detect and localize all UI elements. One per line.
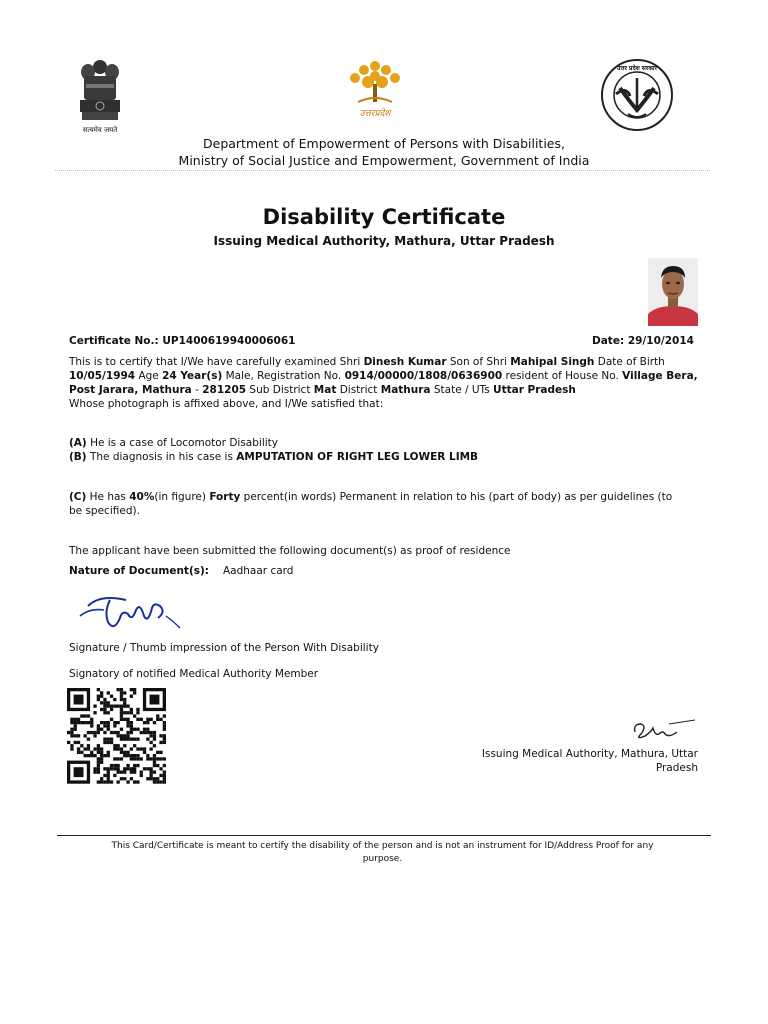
logo-caption: उत्तरप्रदेश [359, 109, 391, 119]
disability-percent: 40% [129, 491, 155, 503]
clause-c-cont: be specified). [69, 505, 140, 517]
documents-intro: The applicant have been submitted the following document(s) as proof of residence [69, 545, 511, 557]
signatory-label: Signatory of notified Medical Authority Member [69, 668, 319, 680]
clause-a-text: He is a case of Locomotor Disability [86, 437, 278, 449]
applicant-photo [648, 258, 698, 326]
authority-signature [625, 714, 697, 744]
clause-b-text: The diagnosis in his case is [86, 451, 237, 463]
district: Mathura [380, 384, 431, 396]
clause-c-label: (C) [69, 491, 87, 503]
clause-a-label: (A) [69, 437, 87, 449]
applicant-name: Dinesh Kumar [363, 356, 447, 368]
body-line-3 [69, 384, 709, 398]
documents-row [69, 565, 293, 579]
header-divider [55, 170, 710, 171]
body-text: Male, Registration No. [222, 370, 345, 382]
footer-divider [57, 835, 711, 836]
certificate-number [69, 335, 295, 349]
certificate-title: Disability Certificate [262, 205, 506, 229]
body-text: This is to certify that I/We have carefully examined Shri [69, 356, 364, 368]
disability-percent-words: Forty [209, 491, 241, 503]
certificate-date-label: Date: [592, 335, 625, 347]
father-name: Mahipal Singh [510, 356, 595, 368]
house-address-cont: Post Jarara, Mathura [69, 384, 192, 396]
body-text: Age [135, 370, 163, 382]
department-line-2: Ministry of Social Justice and Empowerment, Government of India [178, 153, 590, 168]
applicant-signature [70, 588, 190, 636]
body-line-4: Whose photograph is affixed above, and I/We satisfied that: [69, 398, 384, 410]
certificate-date-value: 29/10/2014 [627, 335, 694, 347]
documents-value: Aadhaar card [223, 565, 294, 577]
up-government-seal [600, 58, 674, 132]
certificate-date [592, 335, 694, 349]
clause-c-text: percent(in words) Permanent in relation to his (part of body) as per guidelines (to [240, 491, 673, 503]
body-line-1 [69, 356, 709, 370]
body-line-2 [69, 370, 709, 384]
seal-text: उत्तर प्रदेश सरकार [617, 65, 657, 72]
clause-c-text: He has [86, 491, 130, 503]
qr-code [67, 688, 167, 788]
certificate-subtitle: Issuing Medical Authority, Mathura, Uttar Pradesh [213, 234, 555, 248]
footer-line-2: purpose. [362, 853, 403, 864]
body-text: resident of House No. [502, 370, 623, 382]
documents-label: Nature of Document(s): [69, 565, 209, 577]
clause-b [69, 451, 478, 465]
body-text: District [336, 384, 381, 396]
body-text: - [191, 384, 203, 396]
house-address: Village Bera, [622, 370, 698, 382]
certificate-number-value: UP1400619940006061 [162, 335, 296, 347]
national-emblem [76, 58, 124, 136]
clause-a [69, 437, 278, 451]
clause-c [69, 491, 709, 505]
uttar-pradesh-logo [344, 58, 406, 118]
sub-district: Mat [313, 384, 337, 396]
state: Uttar Pradesh [493, 384, 576, 396]
body-text: State / UTs [430, 384, 494, 396]
footer-note [80, 840, 685, 865]
body-text: Son of Shri [446, 356, 511, 368]
authority-label: Issuing Medical Authority, Mathura, Uttar Pradesh [481, 748, 698, 774]
body-text: Sub District [246, 384, 314, 396]
certificate-number-label: Certificate No.: [69, 335, 159, 347]
age-value: 24 Year(s) [162, 370, 223, 382]
body-text: Date of Birth [594, 356, 665, 368]
diagnosis-value: AMPUTATION OF RIGHT LEG LOWER LIMB [236, 451, 479, 463]
pin-code: 281205 [202, 384, 247, 396]
clause-b-label: (B) [69, 451, 87, 463]
emblem-caption: सत्यमेव जयते [82, 126, 118, 134]
date-of-birth: 10/05/1994 [69, 370, 136, 382]
person-signature-label: Signature / Thumb impression of the Person With Disability [69, 642, 379, 654]
department-line-1: Department of Empowerment of Persons with Disabilities, [203, 136, 565, 151]
registration-number: 0914/00000/1808/0636900 [344, 370, 503, 382]
footer-line-1: This Card/Certificate is meant to certify the disability of the person and is not an instrument for ID/Address Proof for any [111, 841, 654, 851]
clause-c-text: (in figure) [154, 491, 210, 503]
